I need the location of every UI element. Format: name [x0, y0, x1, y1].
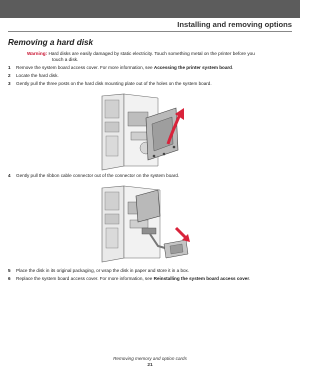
step-number: 2 [8, 73, 11, 78]
hard-disk-removal-illustration [98, 92, 198, 172]
section-title: Removing a hard disk [8, 38, 94, 47]
step-text: Gently pull the ribbon cable connector out of the connector on the system board. [16, 173, 180, 178]
step-text: Place the disk in its original packaging, or wrap the disk in paper and store it in a box. [16, 268, 190, 273]
step-3 [8, 81, 292, 87]
chapter-header: Installing and removing options [177, 20, 292, 29]
step-2 [8, 73, 292, 79]
arrow-icon [176, 228, 186, 238]
step-number: 3 [8, 81, 11, 86]
step-text: Remove the system board access cover. For more information, see [16, 65, 154, 70]
cross-reference-link[interactable]: Accessing the printer system board [153, 65, 232, 70]
step-number: 1 [8, 65, 11, 70]
warning-note [27, 51, 285, 64]
warning-text-continued: touch a disk. [52, 57, 79, 63]
footer-chapter: Removing memory and option cards [113, 356, 187, 361]
page-number: 21 [147, 363, 153, 368]
warning-label: Warning: [27, 51, 48, 56]
step-number: 5 [8, 268, 11, 273]
step-6: 6 Replace the system board access cover. For more information, see Reinstalling the system board access cover. [8, 276, 251, 281]
step-5 [8, 268, 292, 274]
ribbon-cable-removal-illustration [98, 184, 198, 264]
step-4 [8, 173, 292, 179]
step-1: 1 Remove the system board access cover. For more information, see Accessing the printer system board. [8, 65, 234, 70]
header-divider [8, 31, 292, 32]
header-bar [0, 0, 300, 18]
step-number: 6 [8, 276, 11, 281]
step-text: Gently pull the three posts on the hard disk mounting plate out of the holes on the system board. [16, 81, 212, 86]
step-number: 4 [8, 173, 11, 178]
cross-reference-link[interactable]: Reinstalling the system board access cover [153, 276, 250, 281]
step-text: Replace the system board access cover. For more information, see [16, 276, 154, 281]
step-text: Locate the hard disk. [16, 73, 59, 78]
warning-text: Hard disks are easily damaged by static electricity. Touch something metal on the printer before you [48, 51, 255, 56]
